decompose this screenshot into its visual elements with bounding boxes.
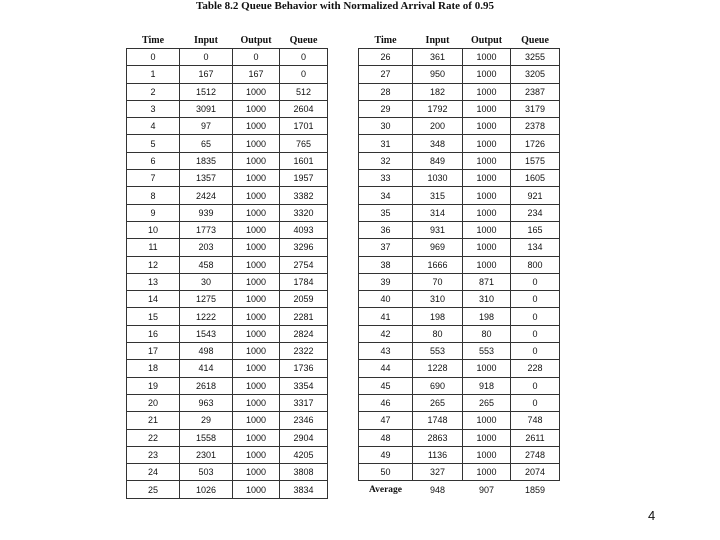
time-cell: 13 [127, 273, 180, 290]
queue-cell: 3179 [511, 100, 560, 117]
input-cell: 2424 [180, 187, 233, 204]
time-cell: 3 [127, 100, 180, 117]
time-cell: 35 [359, 204, 413, 221]
table-row [127, 239, 328, 256]
queue-cell: 1957 [280, 170, 328, 187]
time-cell: 17 [127, 343, 180, 360]
input-cell: 167 [180, 66, 233, 83]
table-row [127, 187, 328, 204]
time-cell: 39 [359, 273, 413, 290]
output-cell: 1000 [463, 221, 511, 238]
output-cell: 1000 [233, 377, 280, 394]
output-cell: 1000 [233, 170, 280, 187]
table-row [359, 446, 560, 463]
output-cell: 1000 [233, 273, 280, 290]
queue-cell: 0 [511, 343, 560, 360]
queue-cell: 2387 [511, 83, 560, 100]
table-row [127, 204, 328, 221]
time-cell: 5 [127, 135, 180, 152]
output-cell: 1000 [233, 308, 280, 325]
queue-cell: 2281 [280, 308, 328, 325]
output-cell: 1000 [463, 135, 511, 152]
queue-cell: 234 [511, 204, 560, 221]
input-cell: 1748 [413, 412, 463, 429]
input-cell: 690 [413, 377, 463, 394]
queue-cell: 3296 [280, 239, 328, 256]
queue-cell: 800 [511, 256, 560, 273]
queue-cell: 1605 [511, 170, 560, 187]
queue-cell: 2604 [280, 100, 328, 117]
queue-cell: 2824 [280, 325, 328, 342]
header-time: Time [141, 34, 165, 46]
header-row [359, 32, 560, 49]
output-cell: 1000 [463, 204, 511, 221]
table-row [359, 187, 560, 204]
queue-cell: 0 [511, 377, 560, 394]
output-cell: 265 [463, 394, 511, 411]
time-cell: 19 [127, 377, 180, 394]
table-row [359, 239, 560, 256]
queue-cell: 2322 [280, 343, 328, 360]
output-cell: 1000 [233, 256, 280, 273]
output-cell: 1000 [233, 135, 280, 152]
queue-cell: 2346 [280, 412, 328, 429]
queue-cell: 0 [511, 325, 560, 342]
time-cell: 25 [127, 481, 180, 498]
time-cell: 28 [359, 83, 413, 100]
table-row [127, 360, 328, 377]
time-cell: 47 [359, 412, 413, 429]
time-cell: 8 [127, 187, 180, 204]
time-cell: 46 [359, 394, 413, 411]
time-cell: 0 [127, 49, 180, 66]
output-cell: 1000 [233, 152, 280, 169]
time-cell: 41 [359, 308, 413, 325]
table-row [359, 100, 560, 117]
queue-cell: 748 [511, 412, 560, 429]
table-row [359, 204, 560, 221]
queue-cell: 0 [511, 291, 560, 308]
input-cell: 1275 [180, 291, 233, 308]
queue-cell: 165 [511, 221, 560, 238]
input-cell: 2618 [180, 377, 233, 394]
average-queue: 1859 [524, 484, 546, 495]
queue-cell: 3317 [280, 394, 328, 411]
table-row [359, 412, 560, 429]
queue-cell: 1701 [280, 118, 328, 135]
table-row [127, 464, 328, 481]
queue-cell: 0 [280, 66, 328, 83]
time-cell: 43 [359, 343, 413, 360]
queue-cell: 3808 [280, 464, 328, 481]
table-row [127, 83, 328, 100]
output-cell: 1000 [463, 170, 511, 187]
output-cell: 918 [463, 377, 511, 394]
output-cell: 1000 [463, 187, 511, 204]
table-row [127, 221, 328, 238]
table-row [359, 221, 560, 238]
output-cell: 553 [463, 343, 511, 360]
time-cell: 4 [127, 118, 180, 135]
output-cell: 1000 [233, 343, 280, 360]
input-cell: 182 [413, 83, 463, 100]
input-cell: 361 [413, 49, 463, 66]
table-row [127, 49, 328, 66]
time-cell: 15 [127, 308, 180, 325]
time-cell: 48 [359, 429, 413, 446]
input-cell: 553 [413, 343, 463, 360]
output-cell: 1000 [233, 360, 280, 377]
input-cell: 310 [413, 291, 463, 308]
table-row [127, 100, 328, 117]
time-cell: 29 [359, 100, 413, 117]
table-row [127, 273, 328, 290]
input-cell: 939 [180, 204, 233, 221]
time-cell: 42 [359, 325, 413, 342]
input-cell: 70 [413, 273, 463, 290]
output-cell: 1000 [233, 446, 280, 463]
queue-cell: 1784 [280, 273, 328, 290]
table-row [127, 308, 328, 325]
time-cell: 23 [127, 446, 180, 463]
input-cell: 963 [180, 394, 233, 411]
table-row [359, 429, 560, 446]
table-row [127, 394, 328, 411]
input-cell: 200 [413, 118, 463, 135]
time-cell: 21 [127, 412, 180, 429]
input-cell: 1792 [413, 100, 463, 117]
time-cell: 16 [127, 325, 180, 342]
queue-cell: 2904 [280, 429, 328, 446]
queue-cell: 1601 [280, 152, 328, 169]
time-cell: 2 [127, 83, 180, 100]
time-cell: 27 [359, 66, 413, 83]
time-cell: 6 [127, 152, 180, 169]
time-cell: 12 [127, 256, 180, 273]
queue-cell: 3354 [280, 377, 328, 394]
table-row [359, 49, 560, 66]
time-cell: 30 [359, 118, 413, 135]
time-cell: 36 [359, 221, 413, 238]
average-label: Average [368, 484, 403, 495]
output-cell: 1000 [233, 83, 280, 100]
table-row [127, 343, 328, 360]
page-number: 4 [648, 508, 656, 523]
input-cell: 1222 [180, 308, 233, 325]
output-cell: 1000 [233, 429, 280, 446]
queue-cell: 3320 [280, 204, 328, 221]
output-cell: 1000 [233, 239, 280, 256]
header-input: Input [194, 34, 218, 46]
time-cell: 24 [127, 464, 180, 481]
time-cell: 44 [359, 360, 413, 377]
table-row [359, 152, 560, 169]
output-cell: 1000 [463, 49, 511, 66]
average-input: 948 [429, 484, 446, 495]
input-cell: 3091 [180, 100, 233, 117]
queue-cell: 1736 [280, 360, 328, 377]
table-row [127, 170, 328, 187]
output-cell: 198 [463, 308, 511, 325]
input-cell: 29 [180, 412, 233, 429]
output-cell: 1000 [463, 256, 511, 273]
queue-cell: 4093 [280, 221, 328, 238]
table-row [359, 273, 560, 290]
table-row [127, 152, 328, 169]
header-output: Output [470, 34, 503, 46]
queue-cell: 512 [280, 83, 328, 100]
output-cell: 1000 [233, 394, 280, 411]
output-cell: 1000 [463, 239, 511, 256]
table-row [127, 446, 328, 463]
input-cell: 315 [413, 187, 463, 204]
output-cell: 0 [233, 49, 280, 66]
queue-cell: 4205 [280, 446, 328, 463]
queue-cell: 2748 [511, 446, 560, 463]
output-cell: 1000 [463, 66, 511, 83]
header-output: Output [240, 34, 272, 46]
time-cell: 32 [359, 152, 413, 169]
table-row [359, 66, 560, 83]
table-row [359, 377, 560, 394]
input-cell: 1357 [180, 170, 233, 187]
input-cell: 849 [413, 152, 463, 169]
queue-cell: 0 [511, 394, 560, 411]
input-cell: 969 [413, 239, 463, 256]
output-cell: 1000 [463, 118, 511, 135]
input-cell: 1030 [413, 170, 463, 187]
output-cell: 1000 [463, 412, 511, 429]
table-row [127, 412, 328, 429]
output-cell: 1000 [233, 100, 280, 117]
input-cell: 30 [180, 273, 233, 290]
input-cell: 2863 [413, 429, 463, 446]
header-queue: Queue [521, 34, 549, 46]
queue-cell: 0 [280, 49, 328, 66]
time-cell: 14 [127, 291, 180, 308]
input-cell: 1136 [413, 446, 463, 463]
output-cell: 167 [233, 66, 280, 83]
time-cell: 9 [127, 204, 180, 221]
table-row [127, 377, 328, 394]
output-cell: 1000 [463, 429, 511, 446]
queue-cell: 1726 [511, 135, 560, 152]
output-cell: 1000 [233, 481, 280, 498]
table-row [359, 256, 560, 273]
table-row [359, 170, 560, 187]
queue-cell: 134 [511, 239, 560, 256]
input-cell: 950 [413, 66, 463, 83]
input-cell: 498 [180, 343, 233, 360]
input-cell: 1026 [180, 481, 233, 498]
table-row [359, 343, 560, 360]
input-cell: 931 [413, 221, 463, 238]
input-cell: 1543 [180, 325, 233, 342]
table-row [359, 464, 560, 481]
table-row [127, 66, 328, 83]
output-cell: 1000 [463, 152, 511, 169]
table-row [359, 118, 560, 135]
input-cell: 1835 [180, 152, 233, 169]
time-cell: 18 [127, 360, 180, 377]
queue-cell: 0 [511, 308, 560, 325]
time-cell: 34 [359, 187, 413, 204]
queue-cell: 228 [511, 360, 560, 377]
time-cell: 10 [127, 221, 180, 238]
time-cell: 33 [359, 170, 413, 187]
input-cell: 265 [413, 394, 463, 411]
header-row [127, 32, 328, 49]
table-row [127, 481, 328, 498]
time-cell: 20 [127, 394, 180, 411]
input-cell: 1773 [180, 221, 233, 238]
queue-cell: 2059 [280, 291, 328, 308]
time-cell: 45 [359, 377, 413, 394]
time-cell: 49 [359, 446, 413, 463]
output-cell: 1000 [233, 204, 280, 221]
time-cell: 22 [127, 429, 180, 446]
output-cell: 1000 [233, 221, 280, 238]
output-cell: 1000 [233, 325, 280, 342]
queue-cell: 3382 [280, 187, 328, 204]
table-row [359, 360, 560, 377]
header-time: Time [374, 34, 397, 46]
table-title [0, 0, 720, 12]
table-row [127, 135, 328, 152]
output-cell: 1000 [233, 291, 280, 308]
output-cell: 1000 [463, 360, 511, 377]
queue-cell: 2754 [280, 256, 328, 273]
table-body-left [127, 49, 328, 499]
average-row [359, 481, 560, 498]
queue-cell: 921 [511, 187, 560, 204]
input-cell: 65 [180, 135, 233, 152]
time-cell: 40 [359, 291, 413, 308]
queue-cell: 765 [280, 135, 328, 152]
input-cell: 97 [180, 118, 233, 135]
table-row [359, 394, 560, 411]
table-row [359, 291, 560, 308]
queue-cell: 2611 [511, 429, 560, 446]
output-cell: 1000 [233, 464, 280, 481]
queue-cell: 3834 [280, 481, 328, 498]
input-cell: 414 [180, 360, 233, 377]
table-row [127, 429, 328, 446]
input-cell: 80 [413, 325, 463, 342]
time-cell: 7 [127, 170, 180, 187]
time-cell: 26 [359, 49, 413, 66]
output-cell: 1000 [463, 446, 511, 463]
header-input: Input [425, 34, 450, 46]
output-cell: 1000 [233, 412, 280, 429]
header-queue: Queue [289, 34, 318, 46]
output-cell: 1000 [463, 464, 511, 481]
input-cell: 198 [413, 308, 463, 325]
input-cell: 314 [413, 204, 463, 221]
time-cell: 37 [359, 239, 413, 256]
input-cell: 0 [180, 49, 233, 66]
table-title-text: Table 8.2 Queue Behavior with Normalized Arrival Rate of 0.95 [196, 0, 494, 12]
queue-table-right [358, 32, 560, 498]
output-cell: 1000 [233, 187, 280, 204]
table-row [359, 325, 560, 342]
queue-cell: 3255 [511, 49, 560, 66]
table-body-right [359, 49, 560, 481]
queue-cell: 1575 [511, 152, 560, 169]
output-cell: 310 [463, 291, 511, 308]
output-cell: 1000 [233, 118, 280, 135]
queue-cell: 3205 [511, 66, 560, 83]
input-cell: 1512 [180, 83, 233, 100]
input-cell: 1666 [413, 256, 463, 273]
time-cell: 38 [359, 256, 413, 273]
input-cell: 327 [413, 464, 463, 481]
output-cell: 1000 [463, 100, 511, 117]
table-row [127, 325, 328, 342]
input-cell: 203 [180, 239, 233, 256]
time-cell: 50 [359, 464, 413, 481]
queue-cell: 2074 [511, 464, 560, 481]
time-cell: 31 [359, 135, 413, 152]
queue-cell: 0 [511, 273, 560, 290]
table-row [359, 135, 560, 152]
table-row [127, 118, 328, 135]
table-row [359, 83, 560, 100]
time-cell: 1 [127, 66, 180, 83]
table-row [127, 256, 328, 273]
average-output: 907 [478, 484, 495, 495]
output-cell: 80 [463, 325, 511, 342]
input-cell: 458 [180, 256, 233, 273]
input-cell: 1228 [413, 360, 463, 377]
time-cell: 11 [127, 239, 180, 256]
input-cell: 2301 [180, 446, 233, 463]
output-cell: 871 [463, 273, 511, 290]
table-row [127, 291, 328, 308]
table-row [359, 308, 560, 325]
input-cell: 348 [413, 135, 463, 152]
queue-table-left [126, 32, 328, 499]
output-cell: 1000 [463, 83, 511, 100]
input-cell: 1558 [180, 429, 233, 446]
queue-cell: 2378 [511, 118, 560, 135]
input-cell: 503 [180, 464, 233, 481]
